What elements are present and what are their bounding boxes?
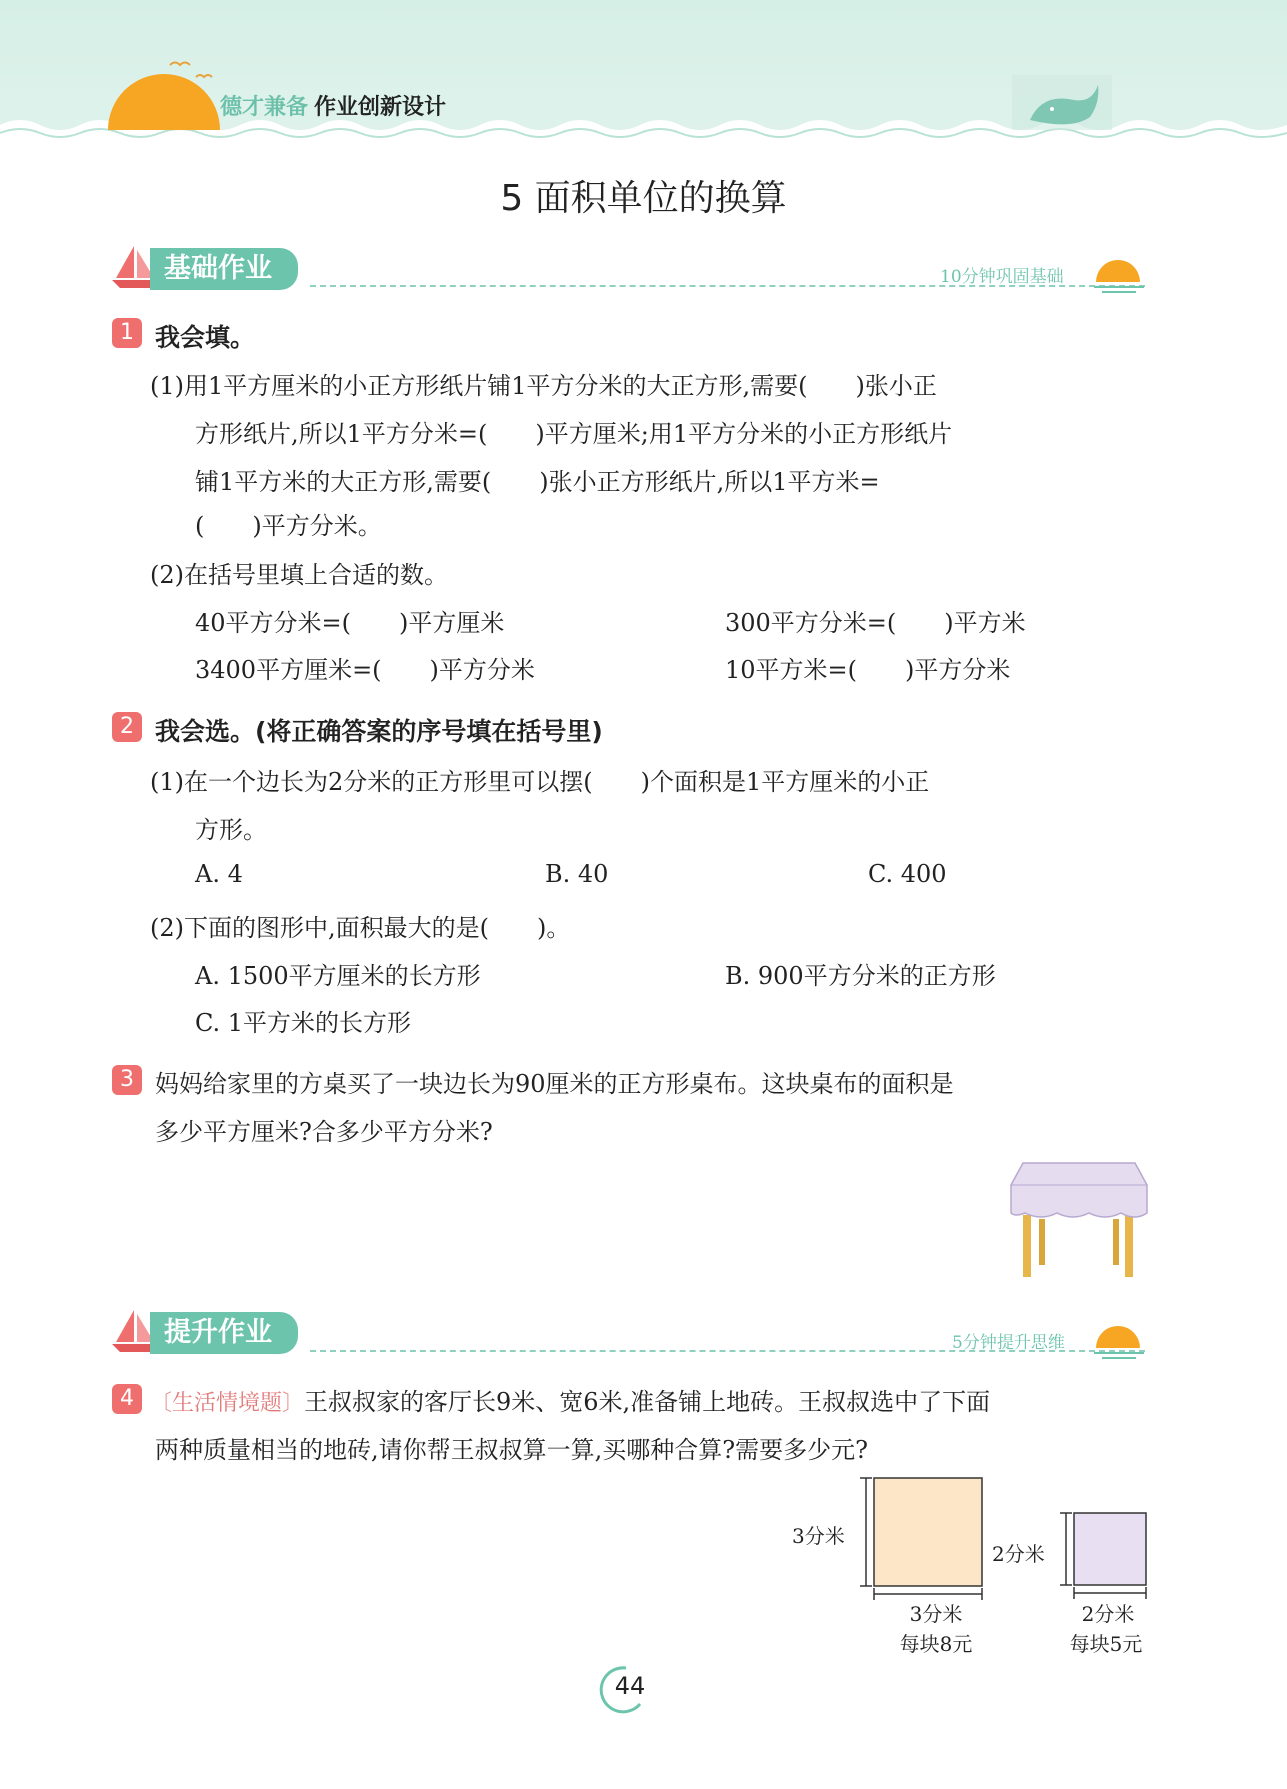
tile2-bottom-label: 2分米 bbox=[1081, 1602, 1135, 1626]
q2-part1-line1: (1)在一个边长为2分米的正方形里可以摆( )个面积是1平方厘米的小正 bbox=[150, 768, 930, 796]
question-number-4: 4 bbox=[112, 1384, 142, 1414]
question-number-3: 3 bbox=[112, 1065, 142, 1095]
tile1-price: 每块8元 bbox=[899, 1632, 973, 1656]
tile1-square bbox=[874, 1478, 982, 1586]
q2-part2-heading: (2)下面的图形中,面积最大的是( )。 bbox=[150, 914, 571, 942]
brand-black-text: 作业创新设计 bbox=[314, 95, 447, 120]
tile2-price: 每块5元 bbox=[1069, 1632, 1143, 1656]
tile2-diagram bbox=[1052, 1505, 1152, 1605]
q2-option-b: B. 40 bbox=[545, 860, 609, 888]
q2-option-a: A. 4 bbox=[195, 860, 243, 888]
q1-part1-line2: 方形纸片,所以1平方分米=( )平方厘米;用1平方分米的小正方形纸片 bbox=[195, 420, 953, 448]
q2-option-c: C. 400 bbox=[868, 860, 947, 888]
q1-part1-line4: ( )平方分米。 bbox=[195, 512, 382, 540]
page-number: 44 bbox=[614, 1672, 646, 1700]
q1-part2-item-a: 40平方分米=( )平方厘米 bbox=[195, 609, 505, 637]
tile1-side-label: 3分米 bbox=[792, 1524, 845, 1548]
q1-part2-heading: (2)在括号里填上合适的数。 bbox=[150, 561, 448, 589]
brand-title bbox=[220, 90, 446, 121]
q1-part1-line3: 铺1平方米的大正方形,需要( )张小正方形纸片,所以1平方米= bbox=[195, 468, 880, 496]
q1-part2-item-c: 3400平方厘米=( )平方分米 bbox=[195, 656, 535, 684]
small-sun-icon bbox=[1090, 250, 1150, 295]
section-basic-note: 10分钟巩固基础 bbox=[940, 267, 1064, 287]
q4-line1-text: 王叔叔家的客厅长9米、宽6米,准备铺上地砖。王叔叔选中了下面 bbox=[304, 1388, 991, 1416]
small-sun-icon-2 bbox=[1090, 1316, 1150, 1361]
q2-part1-line2: 方形。 bbox=[195, 816, 267, 844]
q2-part2-option-b: B. 900平方分米的正方形 bbox=[725, 962, 996, 990]
tile2-side-label: 2分米 bbox=[992, 1542, 1045, 1566]
tile1-diagram bbox=[852, 1470, 992, 1605]
question-number-1: 1 bbox=[112, 318, 142, 348]
q4-line1 bbox=[150, 1382, 990, 1417]
section-advanced-note: 5分钟提升思维 bbox=[952, 1333, 1065, 1353]
section-basic-label: 基础作业 bbox=[150, 248, 298, 290]
q2-part2-option-c: C. 1平方米的长方形 bbox=[195, 1009, 412, 1037]
q3-line1: 妈妈给家里的方桌买了一块边长为90厘米的正方形桌布。这块桌布的面积是 bbox=[155, 1070, 954, 1098]
question-number-2: 2 bbox=[112, 712, 142, 742]
brand-green-text: 德才兼备 bbox=[220, 95, 309, 120]
question-2-heading: 我会选。(将正确答案的序号填在括号里) bbox=[155, 717, 603, 746]
q4-context-tag: 〔生活情境题〕 bbox=[150, 1391, 305, 1416]
tile2-square bbox=[1074, 1513, 1146, 1585]
sun-icon bbox=[100, 55, 230, 135]
q2-part2-option-a: A. 1500平方厘米的长方形 bbox=[195, 962, 481, 990]
page-title: 5 面积单位的换算 bbox=[500, 178, 787, 219]
table-with-tablecloth-illustration bbox=[1005, 1155, 1155, 1285]
section-advanced-label: 提升作业 bbox=[150, 1312, 298, 1354]
q1-part2-item-d: 10平方米=( )平方分米 bbox=[725, 656, 1011, 684]
question-1-heading: 我会填。 bbox=[155, 323, 256, 352]
q1-part1-line1: (1)用1平方厘米的小正方形纸片铺1平方分米的大正方形,需要( )张小正 bbox=[150, 372, 937, 400]
tile1-bottom-label: 3分米 bbox=[909, 1602, 963, 1626]
q1-part2-item-b: 300平方分米=( )平方米 bbox=[725, 609, 1026, 637]
whale-icon bbox=[1012, 75, 1112, 135]
q4-line2: 两种质量相当的地砖,请你帮王叔叔算一算,买哪种合算?需要多少元? bbox=[155, 1436, 868, 1464]
q3-line2: 多少平方厘米?合多少平方分米? bbox=[155, 1118, 493, 1146]
